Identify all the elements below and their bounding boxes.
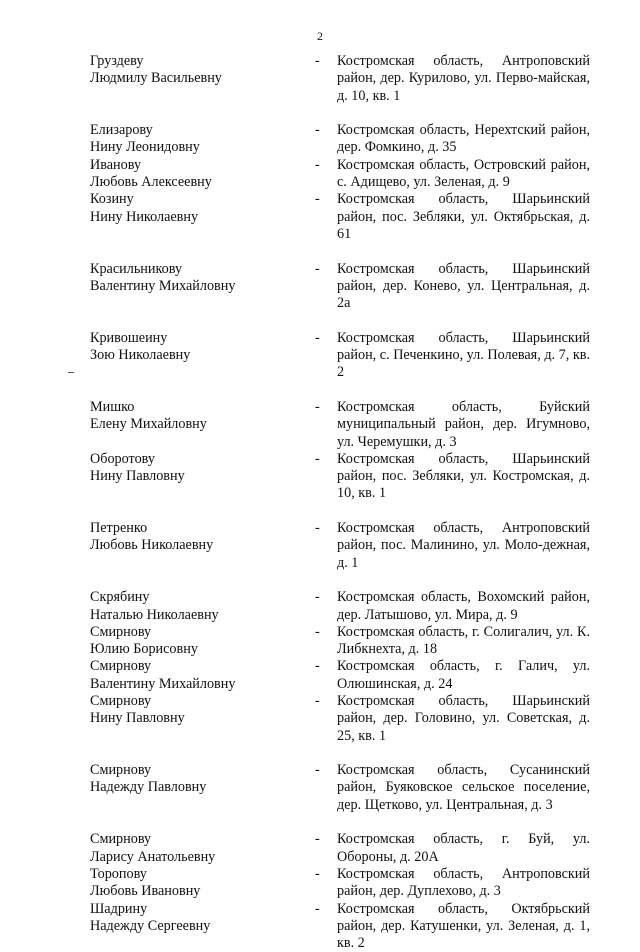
surname: Шадрину <box>90 900 148 917</box>
address: Костромская область, Шарьинский район, дер. Конево, ул. Центральная, д. 2а <box>337 260 590 312</box>
dash-separator: - <box>315 762 320 779</box>
dash-separator: - <box>315 658 320 675</box>
dash-separator: - <box>315 520 320 537</box>
address: Костромская область, Антроповский район, дер. Курилово, ул. Перво-майская, д. 10, кв. 1 <box>337 53 590 104</box>
surname: Мишко <box>90 398 135 415</box>
person-name <box>90 330 315 382</box>
person-name <box>90 589 315 624</box>
given-names: Нину Павловну <box>90 710 185 727</box>
person-name <box>90 53 315 105</box>
list-item <box>90 191 590 243</box>
surname: Кривошеину <box>90 329 168 346</box>
person-name <box>90 658 315 693</box>
dash-separator: - <box>315 191 320 208</box>
surname: Смирнову <box>90 658 152 675</box>
address: Костромская область, г. Солигалич, ул. К. Либкнехта, д. 18 <box>337 623 590 658</box>
surname: Скрябину <box>90 589 150 606</box>
address: Костромская область, Шарьинский район, с. Печенкино, ул. Полевая, д. 7, кв. 2 <box>337 329 590 381</box>
person-name <box>90 261 315 313</box>
address: Костромская область, Сусанинский район, Буяковское сельское поселение, дер. Щетково, ул. Центральная, д. 3 <box>337 762 590 813</box>
given-names: Надежду Сергеевну <box>90 917 211 934</box>
dash-separator: - <box>315 450 320 467</box>
page-number: 2 <box>317 29 323 43</box>
surname: Козину <box>90 191 134 208</box>
surname: Груздеву <box>90 53 144 69</box>
list-item <box>90 658 590 693</box>
dash-separator: - <box>315 122 320 139</box>
surname: Торопову <box>90 865 147 882</box>
scan-mark <box>68 372 74 373</box>
surname: Оборотову <box>90 450 155 467</box>
person-name <box>90 693 315 745</box>
given-names: Людмилу Васильевну <box>90 70 222 87</box>
address: Костромская область, Антроповский район, дер. Дуплехово, д. 3 <box>337 865 590 900</box>
person-name <box>90 122 315 157</box>
person-name <box>90 399 315 451</box>
given-names: Наталью Николаевну <box>90 606 219 623</box>
list-item <box>90 122 590 157</box>
person-name <box>90 831 315 866</box>
given-names: Нину Павловну <box>90 468 185 485</box>
surname: Смирнову <box>90 623 152 640</box>
person-name <box>90 762 315 814</box>
list-item <box>90 451 590 503</box>
dash-separator: - <box>315 156 320 173</box>
person-name <box>90 624 315 659</box>
address: Костромская область, Островский район, с. Адищево, ул. Зеленая, д. 9 <box>337 156 590 191</box>
given-names: Нину Николаевну <box>90 208 199 225</box>
person-name <box>90 866 315 901</box>
surname: Елизарову <box>90 122 153 139</box>
surname: Петренко <box>90 520 148 537</box>
given-names: Елену Михайловну <box>90 416 207 433</box>
address: Костромская область, Шарьинский район, дер. Головино, ул. Советская, д. 25, кв. 1 <box>337 692 590 744</box>
list-item <box>90 589 590 624</box>
dash-separator: - <box>315 692 320 709</box>
person-name <box>90 451 315 503</box>
address: Костромская область, Вохомский район, дер. Латышово, ул. Мира, д. 9 <box>337 589 590 623</box>
surname: Смирнову <box>90 762 152 779</box>
list-item <box>90 762 590 814</box>
list-item <box>90 831 590 866</box>
given-names: Валентину Михайловну <box>90 277 236 294</box>
list-item <box>90 901 590 952</box>
recipient-list <box>90 53 590 952</box>
given-names: Ларису Анатольевну <box>90 848 216 865</box>
person-name <box>90 520 315 572</box>
given-names: Валентину Михайловну <box>90 675 236 692</box>
dash-separator: - <box>315 329 320 346</box>
given-names: Любовь Ивановну <box>90 883 201 900</box>
list-item <box>90 330 590 382</box>
list-item <box>90 693 590 745</box>
dash-separator: - <box>315 398 320 415</box>
person-name <box>90 901 315 952</box>
list-item <box>90 53 590 105</box>
address: Костромская область, Нерехтский район, дер. Фомкино, д. 35 <box>337 122 590 156</box>
list-item <box>90 157 590 192</box>
list-item <box>90 866 590 901</box>
address: Костромская область, Шарьинский район, пос. Зебляки, ул. Костромская, д. 10, кв. 1 <box>337 450 590 502</box>
surname: Смирнову <box>90 692 152 709</box>
dash-separator: - <box>315 831 320 848</box>
address: Костромская область, г. Галич, ул. Олюшинская, д. 24 <box>337 658 590 692</box>
surname: Иванову <box>90 156 142 173</box>
dash-separator: - <box>315 53 320 69</box>
given-names: Надежду Павловну <box>90 779 207 796</box>
dash-separator: - <box>315 900 320 917</box>
address: Костромская область, Антроповский район, пос. Малинино, ул. Моло-дежная, д. 1 <box>337 520 590 571</box>
given-names: Нину Леонидовну <box>90 139 200 156</box>
person-name <box>90 191 315 243</box>
address: Костромская область, г. Буй, ул. Обороны, д. 20А <box>337 831 590 865</box>
given-names: Юлию Борисовну <box>90 641 198 658</box>
given-names: Любовь Алексеевну <box>90 174 212 191</box>
given-names: Зою Николаевну <box>90 347 191 364</box>
address: Костромская область, Октябрьский район, дер. Катушенки, ул. Зеленая, д. 1, кв. 2 <box>337 900 590 952</box>
surname: Смирнову <box>90 831 152 848</box>
person-name <box>90 157 315 192</box>
dash-separator: - <box>315 623 320 640</box>
dash-separator: - <box>315 865 320 882</box>
dash-separator: - <box>315 260 320 277</box>
address: Костромская область, Шарьинский район, пос. Зебляки, ул. Октябрьская, д. 61 <box>337 191 590 242</box>
dash-separator: - <box>315 589 320 606</box>
address: Костромская область, Буйский муниципальный район, дер. Игумново, ул. Черемушки, д. 3 <box>337 398 590 450</box>
list-item <box>90 624 590 659</box>
list-item <box>90 520 590 572</box>
surname: Красильникову <box>90 260 183 277</box>
list-item <box>90 399 590 451</box>
given-names: Любовь Николаевну <box>90 537 214 554</box>
list-item <box>90 261 590 313</box>
